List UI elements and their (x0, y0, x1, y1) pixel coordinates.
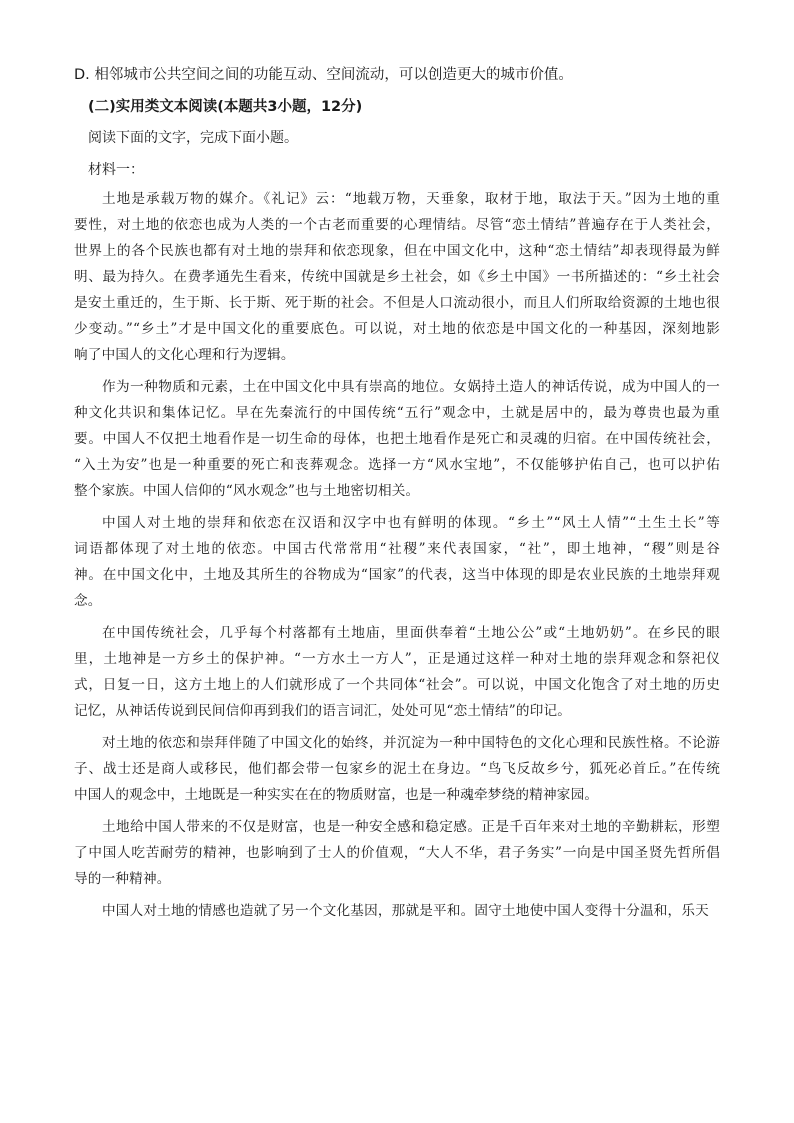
paragraph-line: 里，土地神是一方乡土的保护神。“一方水土一方人”，正是通过这样一种对土地的崇拜观念和祭祀仪 (74, 651, 720, 667)
paragraph-line: “入土为安”也是一种重要的死亡和丧葬观念。选择一方“风水宝地”，不仅能够护佑自己，也可以护佑 (74, 457, 720, 473)
paragraph-line: 对土地的依恋和崇拜伴随了中国文化的始终，并沉淀为一种中国特色的文化心理和民族性格。不论游 (102, 735, 720, 751)
paragraph-line: 中国人对土地的情感也造就了另一个文化基因，那就是平和。固守土地使中国人变得十分温和，乐天 (102, 903, 709, 919)
paragraph-line: 导的一种精神。 (74, 871, 171, 887)
paragraph-line: 要。中国人不仅把土地看作是一切生命的母体，也把土地看作是死亡和灵魂的归宿。在中国传统社会， (74, 431, 720, 447)
paragraph-line: 词语都体现了对土地的依恋。中国古代常常用“社稷”来代表国家，“社”，即土地神，“稷”则是谷 (74, 541, 720, 557)
paragraph-line: 土地是承载万物的媒介。《礼记》云：“地载万物，天垂象，取材于地，取法于天。”因为土地的重 (102, 191, 720, 207)
reading-instruction: 阅读下面的文字，完成下面小题。 (88, 130, 298, 146)
paragraph-line: 在中国传统社会，几乎每个村落都有土地庙，里面供奉着“土地公公”或“土地奶奶”。在乡民的眼 (102, 625, 720, 641)
paragraph-line: 要性，对土地的依恋也成为人类的一个古老而重要的心理情结。尽管“恋土情结”普遍存在于人类社会， (74, 217, 720, 233)
paragraph-line: 明、最为持久。在费孝通先生看来，传统中国就是乡土社会，如《乡土中国》一书所描述的：“乡土社会 (74, 269, 720, 285)
paragraph-line: 子、战士还是商人或移民，他们都会带一包家乡的泥土在身边。“鸟飞反故乡兮，狐死必首丘。”在传统 (74, 761, 720, 777)
article-paragraph (74, 898, 720, 924)
paragraph-line: 种文化共识和集体记忆。早在先秦流行的中国传统“五行”观念中，土就是居中的，最为尊贵也最为重 (74, 405, 720, 421)
paragraph-line: 式，日复一日，这方土地上的人们就形成了一个共同体“社会”。可以说，中国文化饱含了对土地的历史 (74, 677, 720, 693)
paragraph-line: 作为一种物质和元素，土在中国文化中具有崇高的地位。女娲持土造人的神话传说，成为中国人的一 (102, 379, 720, 395)
article-body (74, 186, 720, 924)
article-paragraph (74, 186, 720, 368)
paragraph-line: 世界上的各个民族也都有对土地的崇拜和依恋现象，但在中国文化中，这种“恋土情结”却表现得最为鲜 (74, 243, 720, 259)
option-d: D. 相邻城市公共空间之间的功能互动、空间流动，可以创造更大的城市价值。 (74, 67, 573, 83)
paragraph-line: 念。 (74, 593, 102, 609)
article-paragraph (74, 620, 720, 724)
section-heading: (二)实用类文本阅读(本题共3小题，12分) (88, 99, 363, 115)
paragraph-line: 是安土重迁的，生于斯、长于斯、死于斯的社会。不但是人口流动很小，而且人们所取给资源的土地也很 (74, 295, 720, 311)
paragraph-line: 了中国人吃苦耐劳的精神，也影响到了士人的价值观，“大人不华，君子务实”一向是中国圣贤先哲所倡 (74, 845, 720, 861)
paragraph-line: 响了中国人的文化心理和行为逻辑。 (74, 347, 295, 363)
exam-page (74, 58, 720, 924)
paragraph-line: 中国人对土地的崇拜和依恋在汉语和汉字中也有鲜明的体现。“乡土”“风土人情”“土生土长”等 (102, 515, 720, 531)
paragraph-line: 土地给中国人带来的不仅是财富，也是一种安全感和稳定感。正是千百年来对土地的辛勤耕耘，形塑 (102, 819, 720, 835)
article-paragraph (74, 374, 720, 504)
article-paragraph (74, 814, 720, 892)
paragraph-line: 整个家族。中国人信仰的“风水观念”也与土地密切相关。 (74, 483, 420, 499)
paragraph-line: 中国人的观念中，土地既是一种实实在在的物质财富，也是一种魂牵梦绕的精神家园。 (74, 787, 599, 803)
article-paragraph (74, 510, 720, 614)
paragraph-line: 神。在中国文化中，土地及其所生的谷物成为“国家”的代表，这当中体现的即是农业民族的土地崇拜观 (74, 567, 720, 583)
paragraph-line: 少变动。”“乡土”才是中国文化的重要底色。可以说，对土地的依恋是中国文化的一种基因，深刻地影 (74, 321, 720, 337)
paragraph-line: 记忆，从神话传说到民间信仰再到我们的语言词汇，处处可见“恋土情结”的印记。 (74, 703, 572, 719)
material-label: 材料一： (88, 162, 144, 178)
article-paragraph (74, 730, 720, 808)
